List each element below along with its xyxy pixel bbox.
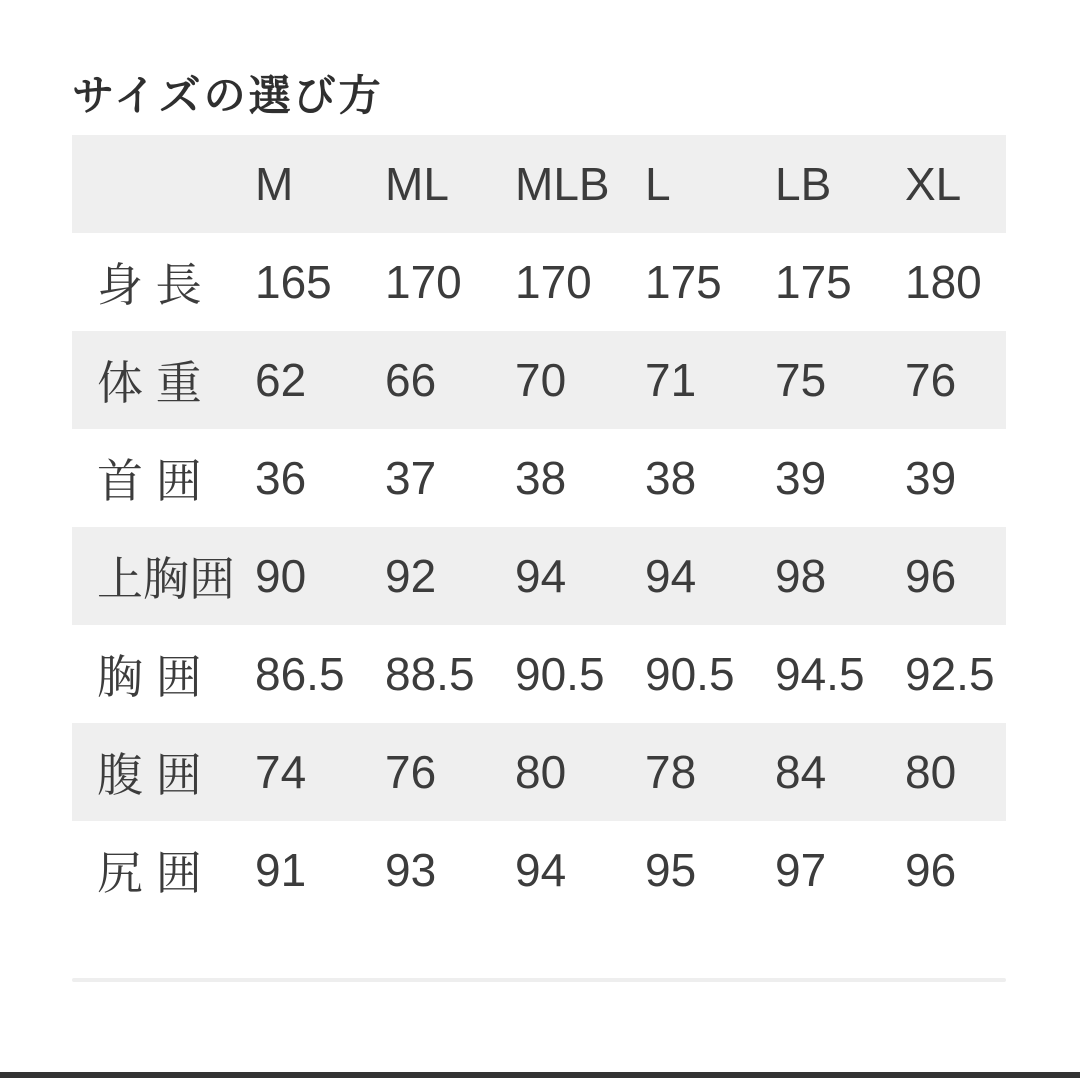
bottom-edge-bar [0,1072,1080,1078]
measurement-cell: 98 [775,550,827,602]
measurement-cell: 86.5 [255,648,345,700]
table-row [72,233,1006,331]
measurement-cell: 94 [515,844,567,896]
measurement-cell: 96 [905,844,957,896]
measurement-cell: 66 [385,354,437,406]
table-row [72,625,1006,723]
measurement-cell: 71 [645,354,697,406]
measurement-cell: 90 [255,550,307,602]
measurement-cell: 94.5 [775,648,865,700]
measurement-cell: 96 [905,550,957,602]
measurement-cell: 170 [385,256,462,308]
row-label: 上胸囲 [97,553,235,605]
measurement-cell: 37 [385,452,437,504]
table-row [72,429,1006,527]
measurement-cell: 78 [645,746,697,798]
measurement-cell: 62 [255,354,307,406]
measurement-cell: 170 [515,256,592,308]
measurement-cell: 75 [775,354,827,406]
measurement-cell: 91 [255,844,307,896]
measurement-cell: 38 [515,452,567,504]
measurement-cell: 94 [645,550,697,602]
size-table-header-row [72,135,1006,233]
section-divider [72,978,1006,982]
column-header-size: M [255,158,294,210]
measurement-cell: 90.5 [515,648,605,700]
row-label: 腹 囲 [97,749,202,801]
row-label: 胸 囲 [97,651,202,703]
column-header-size: XL [905,158,962,210]
measurement-cell: 92 [385,550,437,602]
column-header-size: LB [775,158,832,210]
measurement-cell: 39 [775,452,827,504]
table-row [72,331,1006,429]
measurement-cell: 80 [515,746,567,798]
column-header-size: L [645,158,671,210]
measurement-cell: 84 [775,746,827,798]
measurement-cell: 93 [385,844,437,896]
corner-header-cell [72,135,255,233]
measurement-cell: 88.5 [385,648,475,700]
table-row [72,527,1006,625]
measurement-cell: 175 [645,256,722,308]
measurement-cell: 94 [515,550,567,602]
measurement-cell: 180 [905,256,982,308]
row-label: 体 重 [97,357,202,409]
page-title: サイズの選び方 [72,72,384,119]
column-header-size: MLB [515,158,610,210]
measurement-cell: 92.5 [905,648,995,700]
table-row [72,821,1006,919]
measurement-cell: 74 [255,746,307,798]
measurement-cell: 38 [645,452,697,504]
measurement-cell: 36 [255,452,307,504]
measurement-cell: 165 [255,256,332,308]
column-header-size: ML [385,158,449,210]
row-label: 尻 囲 [97,847,202,899]
size-table-body [72,233,1006,919]
row-label: 身 長 [97,259,202,311]
measurement-cell: 76 [385,746,437,798]
measurement-cell: 80 [905,746,957,798]
measurement-cell: 70 [515,354,567,406]
measurement-cell: 39 [905,452,957,504]
row-label: 首 囲 [97,455,202,507]
measurement-cell: 76 [905,354,957,406]
measurement-cell: 175 [775,256,852,308]
size-table [72,135,1006,919]
measurement-cell: 97 [775,844,827,896]
measurement-cell: 95 [645,844,697,896]
measurement-cell: 90.5 [645,648,735,700]
table-row [72,723,1006,821]
